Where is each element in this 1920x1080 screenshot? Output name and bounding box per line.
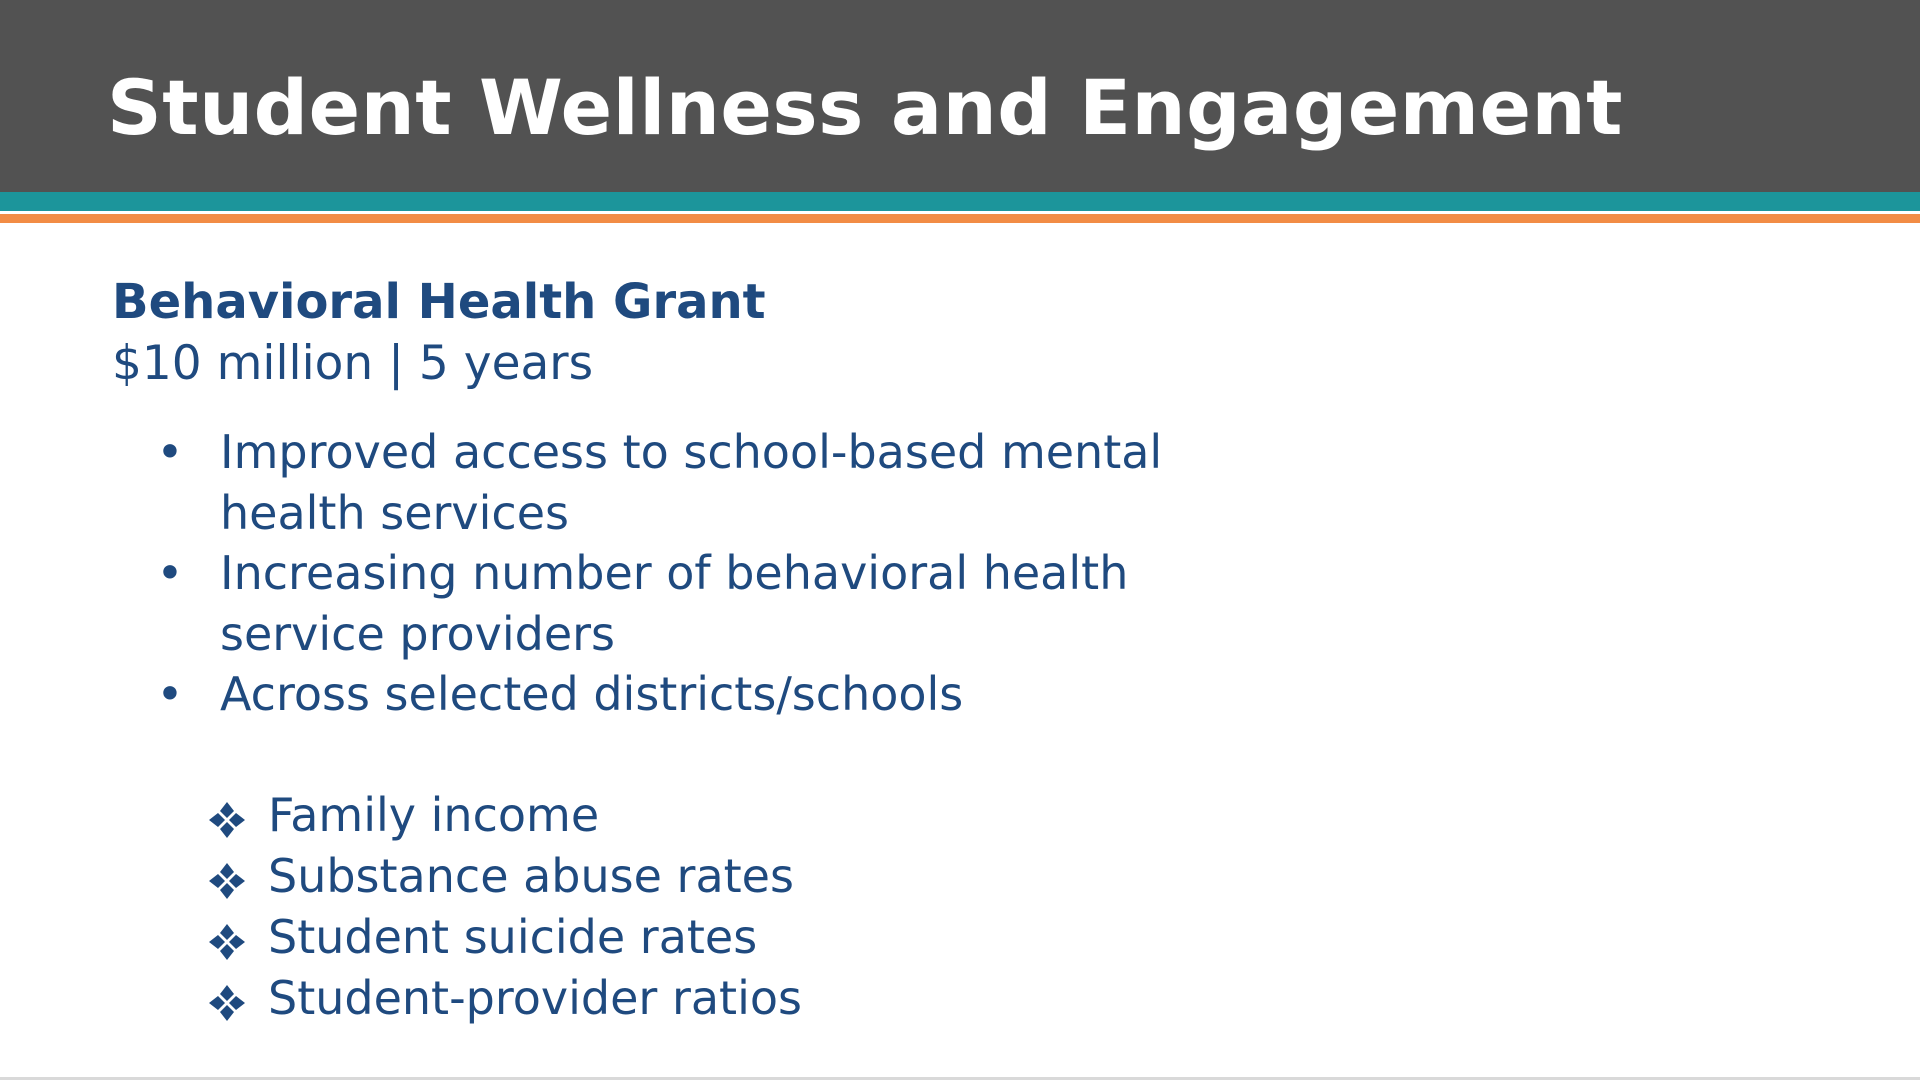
bullet-marker: • [156,546,184,600]
bullet-text: Improved access to school-based mental health services [220,425,1163,540]
four-diamond-ornament-icon [208,984,246,1022]
criteria-item [208,846,802,907]
four-diamond-ornament-icon [208,801,246,839]
four-diamond-ornament-icon [208,923,246,961]
criteria-item [208,907,802,968]
bullet-item [155,543,1205,664]
grant-title: Behavioral Health Grant [112,274,766,330]
bullet-item [155,422,1205,543]
bullet-list [155,422,1205,725]
slide-title: Student Wellness and Engagement [107,63,1623,152]
bullet-text: Increasing number of behavioral health service providers [220,546,1129,661]
criteria-list [208,785,802,1029]
criteria-text: Family income [268,788,600,842]
bullet-item [155,664,1205,725]
criteria-text: Student suicide rates [268,910,758,964]
bullet-marker: • [156,425,184,479]
four-diamond-ornament-icon [208,862,246,900]
grant-subtitle: $10 million | 5 years [112,336,594,391]
bullet-marker: • [156,667,184,721]
criteria-item [208,785,802,846]
bullet-text: Across selected districts/schools [220,667,964,721]
criteria-text: Student-provider ratios [268,971,802,1025]
criteria-text: Substance abuse rates [268,849,794,903]
criteria-item [208,968,802,1029]
